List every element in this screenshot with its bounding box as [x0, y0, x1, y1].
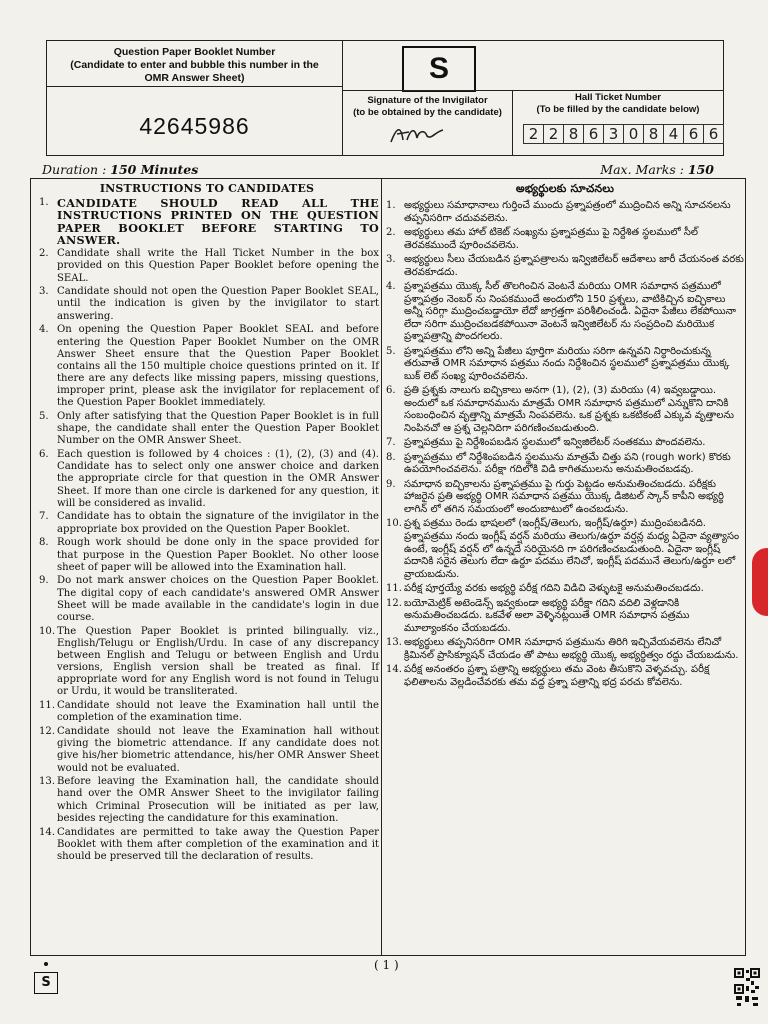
telugu-item	[386, 254, 744, 279]
telugu-item	[386, 200, 744, 225]
hall-ticket-digit: 2	[523, 124, 544, 144]
telugu-item-text: బయోమెట్రిక్ అటెండెన్స్ ఇవ్వకుండా అభ్యర్థి పరీక్షా గదిని వదిలి వెళ్లడానికి అనుమతించబడదు. ఒకవేళ అలా వెళ్ళినట్లయితే OMR సమాధాన పత్రము మూల్యాంకనం చేయబడదు.	[404, 597, 690, 634]
english-item-text: Candidate should not leave the Examination hall without giving the biometric attendance. If any candidate does not give his/her biometric attendance, his/her OMR Answer Sheet would not be evaluated.	[57, 726, 379, 774]
telugu-item-text: పరీక్ష పూర్తయ్యే వరకు అభ్యర్థి పరీక్ష గదిని విడిచి వెళ్ళుటకై అనుమతించబడదు.	[404, 583, 704, 595]
english-item-text: Before leaving the Examination hall, the candidate should hand over the OMR Answer Sheet to the invigilator failing which Criminal Prosecution will be initiated as per law, besides rejecting the candidature for this examination.	[57, 776, 379, 824]
booklet-caption-line-2: (Candidate to enter and bubble this number in the	[70, 59, 319, 71]
english-item-number: 6.	[39, 449, 49, 461]
invigilator-signature-box	[343, 90, 513, 155]
telugu-item-number: 2.	[386, 226, 396, 238]
english-item-number: 1.	[39, 197, 49, 208]
telugu-instructions-title: అభ్యర్థులకు సూచనలు	[515, 182, 615, 195]
telugu-item	[386, 518, 744, 581]
telugu-item	[386, 281, 744, 344]
signature-caption	[343, 90, 512, 119]
hall-ticket-digit: 0	[623, 124, 644, 144]
signature-caption-line-2: (to be obtained by the candidate)	[353, 107, 502, 118]
telugu-item-text: ప్రశ్న పత్రము రెండు భాషలలో (ఇంగ్లీష్/తెలుగు, ఇంగ్లీష్/ఉర్దూ) ముద్రింపబడినది. ప్రశ్నాపత్రము నందు ఇంగ్లీష్ వర్షన్ మరియు తెలుగు/ఉర్దూ వర్షన్ల మధ్య ఏదైనా వ్యత్యాసం ఉంటే, ఇంగ్లీష్ వర్షన్ లో ఉన్నదే సరియైనది గా పరిగణించబడుతుంది. ఏదైనా ఇంగ్లీష్ పదానికి సరైన తెలుగు లేదా ఉర్దూ పదము లేనిచో, ఇంగ్లీష్ పదమునే తెలుగు/ఉర్దూ లలో వ్రాయబడును.	[404, 518, 740, 580]
english-item-text: On opening the Question Paper Booklet SEAL and before entering the Question Paper Booklet Number on the OMR Answer Sheet ensure that the Question Paper Booklet contains all the 150 multiple choice questions printed on it. If there are any defects like missing papers, missing questions, improper print, please ask the invigilator for replacement of the Question Paper Booklet immediately.	[57, 324, 379, 409]
telugu-item	[386, 598, 744, 636]
booklet-header	[46, 40, 724, 156]
english-item-number: 8.	[39, 537, 49, 549]
english-item-number: 7.	[39, 511, 49, 523]
telugu-item-number: 13.	[386, 637, 402, 649]
hall-ticket-caption-line-1: Hall Ticket Number	[575, 92, 661, 103]
telugu-item-number: 10.	[386, 518, 402, 530]
series-letter: S	[402, 46, 476, 92]
english-item	[35, 511, 379, 535]
instructions-box	[30, 178, 746, 956]
english-item-number: 2.	[39, 248, 49, 260]
telugu-item-text: పరీక్ష అనంతరం ప్రశ్నా పత్రాన్ని అభ్యర్థులు తమ వెంట తీసుకొని వెళ్ళవచ్చు. పరీక్ష ఫలితాలను వెల్లడించేవరకు తమ వద్ద ప్రశ్నా పత్రాన్ని భద్ర పరచు కోవలెను.	[404, 664, 710, 688]
hall-ticket-box	[513, 90, 723, 155]
english-item-text: Each question is followed by 4 choices : (1), (2), (3) and (4). Candidate has to select only one answer choice and darken the appropriate circle for that question in the OMR Answer Sheet. If more than one circle is darkened for any question, it will be considered as invalid.	[57, 449, 379, 509]
english-item-text: Candidates are permitted to take away the Question Paper Booklet with them after completion of the examination and it should be preserved till the declaration of results.	[57, 826, 379, 862]
telugu-item-text: అభ్యర్థులు తప్పనిసరిగా OMR సమాధాన పత్రమును తిరిగి ఇచ్చివేయవలెను లేనిచో క్రిమినల్ ప్రాసిక్యూషన్ చేయడం తో పాటు అభ్యర్థి యొక్క అభ్యర్థిత్వం రద్దు చేయబడును.	[404, 637, 739, 661]
english-item-text: Only after satisfying that the Question Paper Booklet is in full shape, the candidate shall enter the Question Paper Booklet Number on the OMR Answer Sheet.	[57, 411, 379, 447]
english-item	[35, 286, 379, 322]
english-item-text: Rough work should be done only in the space provided for that purpose in the Question Paper Booklet. No other loose sheet of paper will be allowed into the Examination hall.	[57, 537, 379, 573]
telugu-item-number: 6.	[386, 385, 396, 397]
telugu-item-number: 5.	[386, 345, 396, 357]
telugu-item-text: ప్రశ్నాపత్రము లోని అన్ని పేజీలు పూర్తిగా మరియు సరిగా ఉన్నవని నిర్ధారించుకున్న తరువాతే OMR సమాధాన పత్రము నందు నిర్దేశించిన స్థలములో ప్రశ్నాపత్రము యొక్క బుక్ లెట్ సంఖ్య పూరించవలెను.	[404, 345, 730, 382]
page-number: ( 1 )	[374, 958, 399, 972]
english-item	[35, 575, 379, 624]
telugu-item-text: ప్రతి ప్రశ్నకు నాలుగు ఐచ్ఛికాలు అనగా (1), (2), (3) మరియు (4) ఇవ్వబడ్డాయి. అందులో ఒక సమాధానమును మాత్రమే OMR సమాధాన పత్రములో ఎన్నుకొని దానికి సంబంధించిన వృత్తాన్ని మాత్రమే నింపవలెను. ఒక ప్రశ్నకు ఒకటికంటే ఎక్కువ వృత్తాలను నింపినచో ఆ ప్రశ్న చెల్లనిదిగా పరిగణించబడుతుంది.	[404, 385, 734, 435]
english-item-number: 4.	[39, 324, 49, 336]
english-item-number: 13.	[39, 776, 56, 788]
telugu-item-text: ప్రశ్నాపత్రము పై నిర్దేశింపబడిన స్థలములో ఇన్విజిలేటర్ సంతకము పొందవలెను.	[404, 437, 706, 449]
english-item-text: Candidate has to obtain the signature of the invigilator in the appropriate box provided on the Question Paper Booklet.	[57, 511, 379, 535]
english-item-number: 14.	[39, 826, 56, 838]
column-divider	[381, 179, 382, 955]
english-item-text: The Question Paper Booklet is printed bilingually. viz., English/Telugu or English/Urdu. In case of any discrepancy between English and Telugu or between English and Urdu versions, English version shall be treated as final. If appropriate word for any English word is not found in Telugu or Urdu, it would be transliterated.	[57, 625, 379, 698]
english-item	[35, 776, 379, 825]
booklet-number: 42645986	[139, 113, 250, 139]
english-item-number: 9.	[39, 575, 49, 587]
booklet-caption-line-1: Question Paper Booklet Number	[113, 46, 276, 58]
english-item	[35, 248, 379, 284]
english-instructions-title: INSTRUCTIONS TO CANDIDATES	[99, 182, 315, 195]
english-item	[35, 197, 379, 247]
english-item-number: 11.	[39, 700, 56, 712]
telugu-item	[386, 437, 744, 450]
english-item-number: 3.	[39, 286, 49, 298]
english-item-number: 12.	[39, 726, 56, 738]
telugu-item-number: 11.	[386, 583, 402, 595]
max-marks-value: 150	[687, 162, 714, 177]
red-edge-mark	[752, 548, 768, 616]
telugu-item	[386, 664, 744, 689]
invigilator-signature-scribble	[387, 122, 447, 146]
hall-ticket-caption	[513, 90, 723, 116]
duration	[42, 162, 198, 177]
telugu-item-text: అభ్యర్థులు సీలు చేయబడిన ప్రశ్నాపత్రాలను ఇన్విజిలేటర్ ఆదేశాలు జారీ చేయనంత వరకు తెరవకూడదు.	[404, 253, 744, 278]
telugu-item-number: 9.	[386, 478, 396, 490]
telugu-item-text: ప్రశ్నాపత్రము యొక్క సీల్ తొలగించిన వెంటనే మరియు OMR సమాధాన పత్రములో ప్రశ్నాపత్రం నెంబర్ ను నింపకముందే అందులోని 150 ప్రశ్నలు, వాటికిచ్చిన ఐచ్ఛికాలు అన్నీ సరిగ్గా ముద్రించబడ్డాయో లేదో జాగ్రత్తగా పరిశీలించండి. ఏదైనా పేజీలు లేకపోయినా లేదా సరిగా ముద్రించబడకపోయినా వెంటనే ఇన్విజిలేటర్ ను సంప్రదించి మరియొక ప్రశ్నాపత్రాన్ని పొందగలరు.	[404, 280, 737, 343]
english-item	[35, 726, 379, 775]
telugu-item-text: సమాధాన ఐచ్ఛికాలను ప్రశ్నాపత్రము పై గుర్తు పెట్టడం అనుమతించబడదు. పరీక్షకు హాజరైన ప్రతి అభ్యర్థి OMR సమాధాన పత్రము యొక్క డిజిటల్ స్కాన్ కాపీని అభ్యర్థి లాగిన్ లో తగిన సమయంలో అందుబాటులో ఉంచబడును.	[404, 478, 724, 516]
duration-label: Duration :	[42, 162, 107, 177]
english-item	[35, 827, 379, 863]
telugu-item-text: అభ్యర్థులు సమాధానాలు గుర్తించే ముందు ప్రశ్నాపత్రంలో ముద్రించిన అన్ని సూచనలను తప్పనిసరిగా చదువవలెను.	[404, 200, 731, 224]
english-item-text: Candidate should not open the Question Paper Booklet SEAL, until the indication is given by the invigilator to start answering.	[57, 286, 379, 322]
english-item	[35, 411, 379, 447]
hall-ticket-digit: 2	[543, 124, 564, 144]
hall-ticket-digit: 6	[683, 124, 704, 144]
hall-ticket-caption-line-2: (To be filled by the candidate below)	[536, 104, 700, 115]
qr-code-icon	[734, 968, 760, 1008]
telugu-item-number: 8.	[386, 451, 396, 463]
telugu-instructions	[386, 182, 744, 691]
hall-ticket-digit: 3	[603, 124, 624, 144]
booklet-caption-line-3: OMR Answer Sheet)	[144, 72, 245, 84]
booklet-number-caption	[47, 45, 342, 87]
english-item	[35, 626, 379, 699]
english-item-number: 10.	[39, 625, 56, 637]
max-marks-label: Max. Marks :	[600, 162, 684, 177]
hall-ticket-digit: 6	[583, 124, 604, 144]
telugu-item-number: 1.	[386, 200, 396, 211]
telugu-item	[386, 385, 744, 435]
hall-ticket-cells[interactable]	[523, 124, 723, 144]
hall-ticket-digit: 8	[643, 124, 664, 144]
english-item-text: Candidate shall write the Hall Ticket Number in the box provided on this Question Paper Booklet before opening the SEAL.	[57, 248, 379, 284]
footer-dot	[44, 962, 48, 966]
telugu-item	[386, 637, 744, 662]
max-marks	[600, 162, 714, 177]
telugu-item-number: 12.	[386, 597, 402, 609]
telugu-item	[386, 452, 744, 477]
telugu-item-text: అభ్యర్థులు తమ హాల్ టికెట్ సంఖ్యను ప్రశ్నాపత్రము పై నిర్దేశిత స్థలములో సీల్ తెరవకముందే పూరించవలెను.	[404, 226, 698, 251]
english-item	[35, 700, 379, 724]
english-item	[35, 449, 379, 510]
telugu-item	[386, 227, 744, 252]
english-item-number: 5.	[39, 411, 49, 423]
telugu-item-number: 14.	[386, 664, 402, 676]
english-item-text: CANDIDATE SHOULD READ ALL THE INSTRUCTIONS PRINTED ON THE QUESTION PAPER BOOKLET BEFORE STARTING TO ANSWER.	[57, 196, 379, 248]
footer-series-box: S	[34, 972, 58, 994]
english-item	[35, 324, 379, 409]
english-item	[35, 537, 379, 573]
duration-value: 150 Minutes	[110, 162, 199, 177]
hall-ticket-digit: 4	[663, 124, 684, 144]
telugu-item-number: 4.	[386, 280, 396, 292]
english-item-text: Candidate should not leave the Examination hall until the completion of the examination time.	[57, 700, 379, 724]
telugu-item	[386, 479, 744, 517]
hall-ticket-digit: 6	[703, 124, 724, 144]
signature-caption-line-1: Signature of the Invigilator	[367, 95, 488, 106]
telugu-item	[386, 346, 744, 384]
booklet-number-box	[47, 41, 343, 155]
telugu-item	[386, 583, 744, 596]
telugu-item-number: 7.	[386, 437, 396, 449]
telugu-item-text: ప్రశ్నాపత్రము లో నిర్దేశింపబడిన స్థలమును మాత్రమే చిత్తు పని (rough work) కొరకు ఉపయోగించవలెను. పరీక్షా గదిలోకి విడి కాగితములను అనుమతించబడవు.	[404, 451, 731, 476]
english-instructions	[35, 182, 379, 865]
hall-ticket-digit: 8	[563, 124, 584, 144]
english-item-text: Do not mark answer choices on the Question Paper Booklet. The digital copy of each candidate's answered OMR Answer Sheet will be made available in the candidate's login in due course.	[57, 575, 379, 623]
telugu-item-number: 3.	[386, 253, 396, 265]
